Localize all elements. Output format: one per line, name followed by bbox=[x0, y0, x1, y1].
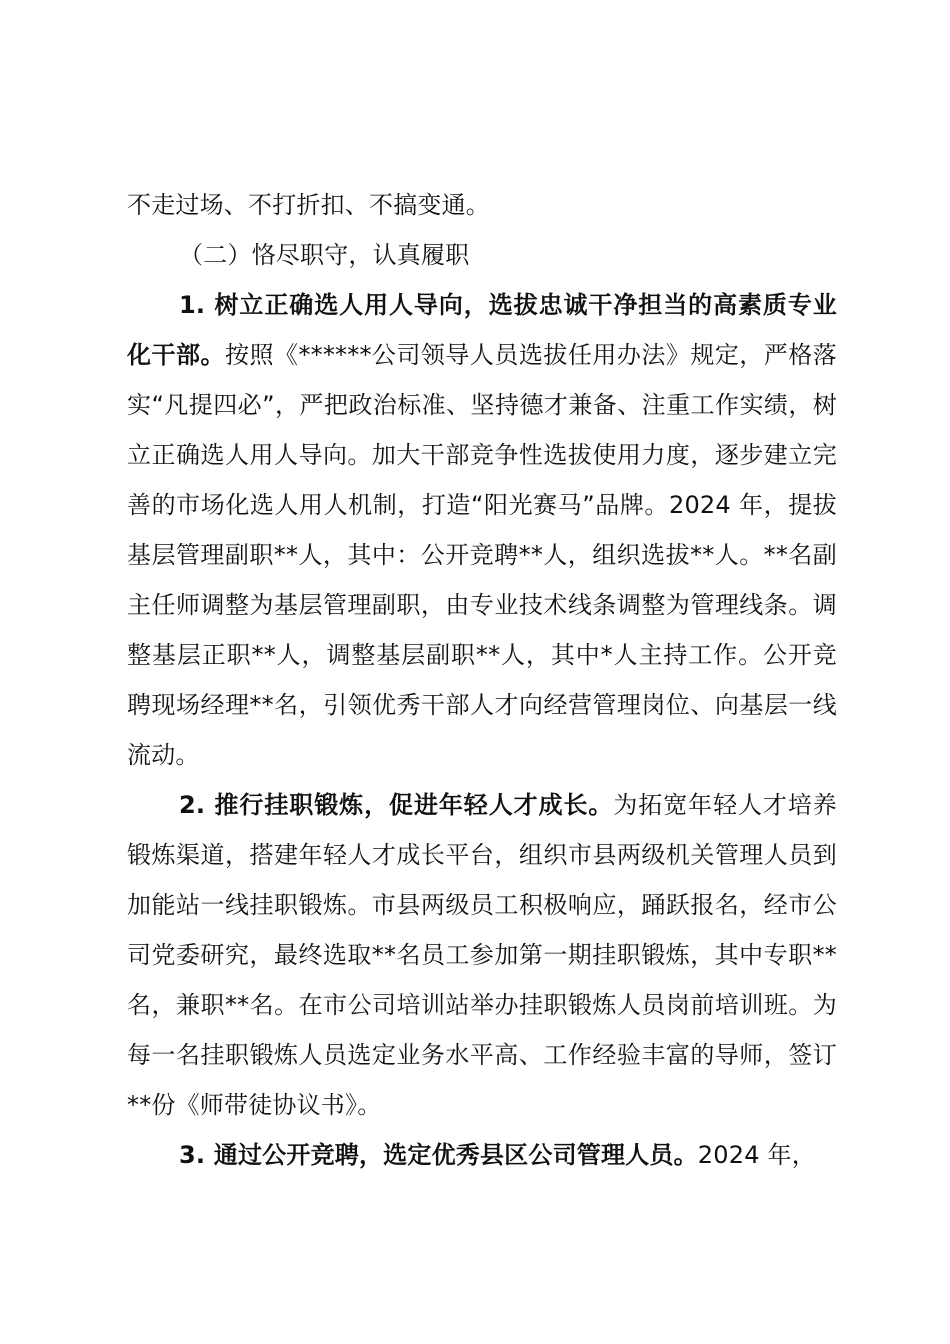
carryover-line: 不走过场、不打折扣、不搞变通。 bbox=[127, 191, 490, 219]
paragraph-3 bbox=[127, 1130, 837, 1180]
paragraph-2 bbox=[127, 780, 837, 1130]
section-heading: （二）恪尽职守，认真履职 bbox=[179, 241, 470, 269]
paragraph-3-body: 2024 年， bbox=[697, 1141, 816, 1169]
paragraph-3-heading: 3. 通过公开竞聘，选定优秀县区公司管理人员。 bbox=[179, 1141, 698, 1169]
paragraph-2-body: 为拓宽年轻人才培养锻炼渠道，搭建年轻人才成长平台，组织市县两级机关管理人员到加能站一线挂职锻炼。市县两级员工积极响应，踊跃报名，经市公司党委研究，最终选取**名员工参加第一期挂职锻炼，其中专职**名，兼职**名。在市公司培训站举办挂职锻炼人员岗前培训班。为每一名挂职锻炼人员选定业务水平高、工作经验丰富的导师，签订**份《师带徒协议书》。 bbox=[127, 791, 837, 1119]
paragraph-2-heading: 2. 推行挂职锻炼，促进年轻人才成长。 bbox=[179, 791, 614, 819]
paragraph-1-heading: 1. 树立正确选人用人导向，选拔忠诚干净担当的高素质专业化干部。 bbox=[127, 291, 837, 369]
paragraph-1-body: 按照《******公司领导人员选拔任用办法》规定，严格落实“凡提四必”，严把政治标准、坚持德才兼备、注重工作实绩，树立正确选人用人导向。加大干部竞争性选拔使用力度，逐步建立完善的市场化选人用人机制，打造“阳光赛马”品牌。2024 年，提拔基层管理副职**人，其中：公开竞聘**人，组织选拔**人。**名副主任师调整为基层管理副职，由专业技术线条调整为管理线条。调整基层正职**人，调整基层副职**人，其中*人主持工作。公开竞聘现场经理**名，引领优秀干部人才向经营管理岗位、向基层一线流动。 bbox=[127, 341, 837, 769]
document-body bbox=[127, 180, 837, 1180]
paragraph-1 bbox=[127, 280, 837, 780]
